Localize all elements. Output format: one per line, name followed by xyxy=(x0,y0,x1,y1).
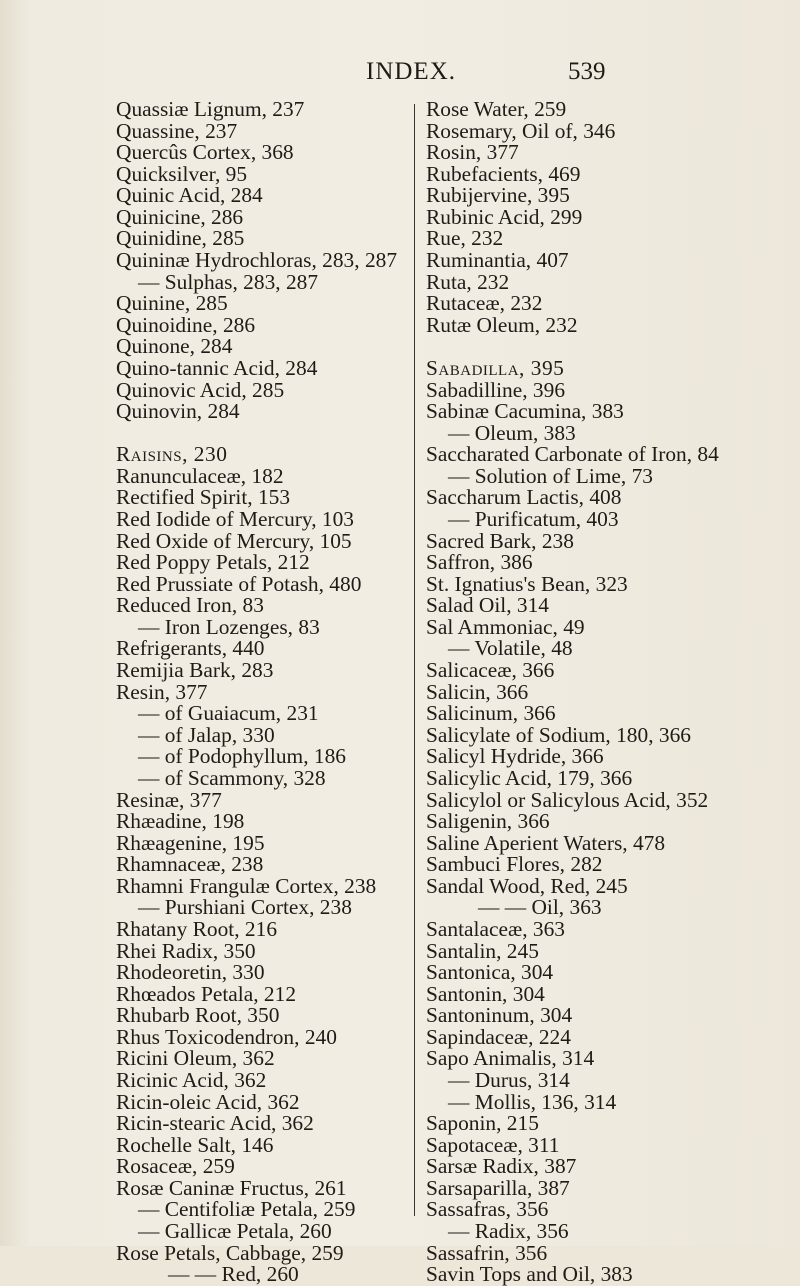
index-entry: Quassiæ Lignum, 237 xyxy=(116,97,305,121)
index-entry: Salicylol or Salicylous Acid, 352 xyxy=(426,787,709,812)
index-section-start: Sabadilla, 395 xyxy=(426,355,565,380)
index-entry: Quinone, 284 xyxy=(116,334,233,359)
index-entry: Quercûs Cortex, 368 xyxy=(116,140,294,165)
index-entry: — Oleum, 383 xyxy=(448,420,576,445)
index-entry: Saccharated Carbonate of Iron, 84 xyxy=(426,442,719,467)
index-entry: Ricin-stearic Acid, 362 xyxy=(116,1111,314,1136)
index-entry: Remijia Bark, 283 xyxy=(116,658,274,683)
index-entry: Salicylic Acid, 179, 366 xyxy=(426,765,633,790)
index-entry: — Purshiani Cortex, 238 xyxy=(138,895,352,920)
index-entry: — Solution of Lime, 73 xyxy=(448,463,653,488)
index-entry: Rubefacients, 469 xyxy=(426,161,581,186)
index-entry: Rhubarb Root, 350 xyxy=(116,1003,280,1028)
index-entry: Sassafras, 356 xyxy=(426,1197,549,1222)
running-header xyxy=(0,58,800,98)
index-entry: Quininæ Hydrochloras, 283, 287 xyxy=(116,248,398,273)
index-entry: Saligenin, 366 xyxy=(426,809,550,834)
index-entry: Rosaceæ, 259 xyxy=(116,1154,235,1179)
index-entry: Red Iodide of Mercury, 103 xyxy=(116,506,355,531)
index-entry: Saccharum Lactis, 408 xyxy=(426,485,622,510)
index-entry: — Mollis, 136, 314 xyxy=(448,1089,617,1114)
index-entry: Santonica, 304 xyxy=(426,960,554,985)
index-entry: Saponin, 215 xyxy=(426,1111,539,1136)
index-entry: Salicinum, 366 xyxy=(426,701,556,726)
index-entry: Ruminantia, 407 xyxy=(426,248,569,273)
index-entry: Sassafrin, 356 xyxy=(426,1240,548,1265)
index-entry: Quinidine, 285 xyxy=(116,226,245,251)
index-entry: Rhatany Root, 216 xyxy=(116,916,278,941)
index-entry: Rhamni Frangulæ Cortex, 238 xyxy=(116,873,377,898)
index-entry: Quinovin, 284 xyxy=(116,399,240,424)
index-entry: Red Prussiate of Potash, 480 xyxy=(116,571,362,596)
index-entry: — — Oil, 363 xyxy=(478,895,602,920)
index-entry: Quinic Acid, 284 xyxy=(116,183,263,208)
index-entry: Salicin, 366 xyxy=(426,679,529,704)
index-entry: Resinæ, 377 xyxy=(116,787,222,812)
index-entry: Rose Water, 259 xyxy=(426,97,567,121)
index-column-left xyxy=(116,99,397,1286)
index-entry: Sambuci Flores, 282 xyxy=(426,852,603,877)
index-entry: — of Guaiacum, 231 xyxy=(138,701,319,726)
index-entry: — of Jalap, 330 xyxy=(138,722,275,747)
index-entry: Rhus Toxicodendron, 240 xyxy=(116,1024,337,1049)
index-entry: — Durus, 314 xyxy=(448,1068,570,1093)
index-entry: — Iron Lozenges, 83 xyxy=(138,614,320,639)
index-entry: Rhamnaceæ, 238 xyxy=(116,852,264,877)
header-title: INDEX. xyxy=(366,58,457,85)
index-entry: Rectified Spirit, 153 xyxy=(116,485,291,510)
index-entry: Red Poppy Petals, 212 xyxy=(116,550,310,575)
index-entry: Rubinic Acid, 299 xyxy=(426,204,583,229)
index-entry: — Sulphas, 283, 287 xyxy=(138,269,319,294)
index-entry: — of Podophyllum, 186 xyxy=(138,744,346,769)
index-entry: Quinine, 285 xyxy=(116,291,228,316)
index-entry: Rhæadine, 198 xyxy=(116,809,245,834)
index-entry: Salicylate of Sodium, 180, 366 xyxy=(426,722,691,747)
index-entry: Rhodeoretin, 330 xyxy=(116,960,265,985)
index-entry: — Centifoliæ Petala, 259 xyxy=(138,1197,356,1222)
index-entry: Rochelle Salt, 146 xyxy=(116,1132,274,1157)
index-entry: Ricin-oleic Acid, 362 xyxy=(116,1089,300,1114)
index-entry: Rhei Radix, 350 xyxy=(116,938,256,963)
index-entry: Sacred Bark, 238 xyxy=(426,528,574,553)
index-entry: Santalin, 245 xyxy=(426,938,539,963)
page-number: 539 xyxy=(568,58,606,85)
index-entry: Rubijervine, 395 xyxy=(426,183,570,208)
index-entry: Santalaceæ, 363 xyxy=(426,916,565,941)
index-entry: Red Oxide of Mercury, 105 xyxy=(116,528,352,553)
index-entry: — Purificatum, 403 xyxy=(448,506,619,531)
index-entry: Rosemary, Oil of, 346 xyxy=(426,118,616,143)
index-entry: Reduced Iron, 83 xyxy=(116,593,264,618)
index-entry: Quinoidine, 286 xyxy=(116,312,256,337)
index-entry: Sapo Animalis, 314 xyxy=(426,1046,595,1071)
index-entry: Rosæ Caninæ Fructus, 261 xyxy=(116,1175,347,1200)
index-entry: Resin, 377 xyxy=(116,679,208,704)
column-divider xyxy=(414,104,415,1216)
index-entry: Sapindaceæ, 224 xyxy=(426,1024,571,1049)
index-entry: Quinicine, 286 xyxy=(116,204,244,229)
index-entry: — Volatile, 48 xyxy=(448,636,573,661)
index-entry: Sapotaceæ, 311 xyxy=(426,1132,560,1157)
index-entry: Ricini Oleum, 362 xyxy=(116,1046,275,1071)
index-entry: Savin Tops and Oil, 383 xyxy=(426,1262,633,1286)
index-entry: — of Scammony, 328 xyxy=(138,765,326,790)
index-entry: Sarsæ Radix, 387 xyxy=(426,1154,577,1179)
index-entry: — — Red, 260 xyxy=(168,1262,299,1286)
index-entry: Salicaceæ, 366 xyxy=(426,658,555,683)
index-entry: Rosin, 377 xyxy=(426,140,519,165)
index-entry: Sabinæ Cacumina, 383 xyxy=(426,399,624,424)
index-entry: Sarsaparilla, 387 xyxy=(426,1175,570,1200)
index-entry: Sandal Wood, Red, 245 xyxy=(426,873,628,898)
index-entry: Santonin, 304 xyxy=(426,981,545,1006)
index-section-start: Raisins, 230 xyxy=(116,442,228,467)
index-entry: Quinovic Acid, 285 xyxy=(116,377,285,402)
index-entry: Sabadilline, 396 xyxy=(426,377,566,402)
index-entry: Quicksilver, 95 xyxy=(116,161,248,186)
index-entry: Rhæagenine, 195 xyxy=(116,830,265,855)
index-entry: Saffron, 386 xyxy=(426,550,533,575)
index-entry: Rutæ Oleum, 232 xyxy=(426,312,578,337)
index-entry: Rose Petals, Cabbage, 259 xyxy=(116,1240,344,1265)
index-entry: Rutaceæ, 232 xyxy=(426,291,543,316)
index-entry: Salicyl Hydride, 366 xyxy=(426,744,604,769)
index-entry: Rhœados Petala, 212 xyxy=(116,981,297,1006)
index-entry: — Gallicæ Petala, 260 xyxy=(138,1219,332,1244)
index-entry: Salad Oil, 314 xyxy=(426,593,549,618)
index-entry: Ranunculaceæ, 182 xyxy=(116,463,284,488)
index-column-right xyxy=(426,99,719,1286)
index-entry: Ruta, 232 xyxy=(426,269,510,294)
index-entry: Refrigerants, 440 xyxy=(116,636,265,661)
index-entry: Quino-tannic Acid, 284 xyxy=(116,355,318,380)
index-entry: St. Ignatius's Bean, 323 xyxy=(426,571,628,596)
index-entry: Sal Ammoniac, 49 xyxy=(426,614,585,639)
index-entry: Ricinic Acid, 362 xyxy=(116,1068,267,1093)
index-entry: Quassine, 237 xyxy=(116,118,238,143)
index-entry: Saline Aperient Waters, 478 xyxy=(426,830,666,855)
index-entry: — Radix, 356 xyxy=(448,1219,569,1244)
index-entry: Santoninum, 304 xyxy=(426,1003,573,1028)
index-entry: Rue, 232 xyxy=(426,226,504,251)
